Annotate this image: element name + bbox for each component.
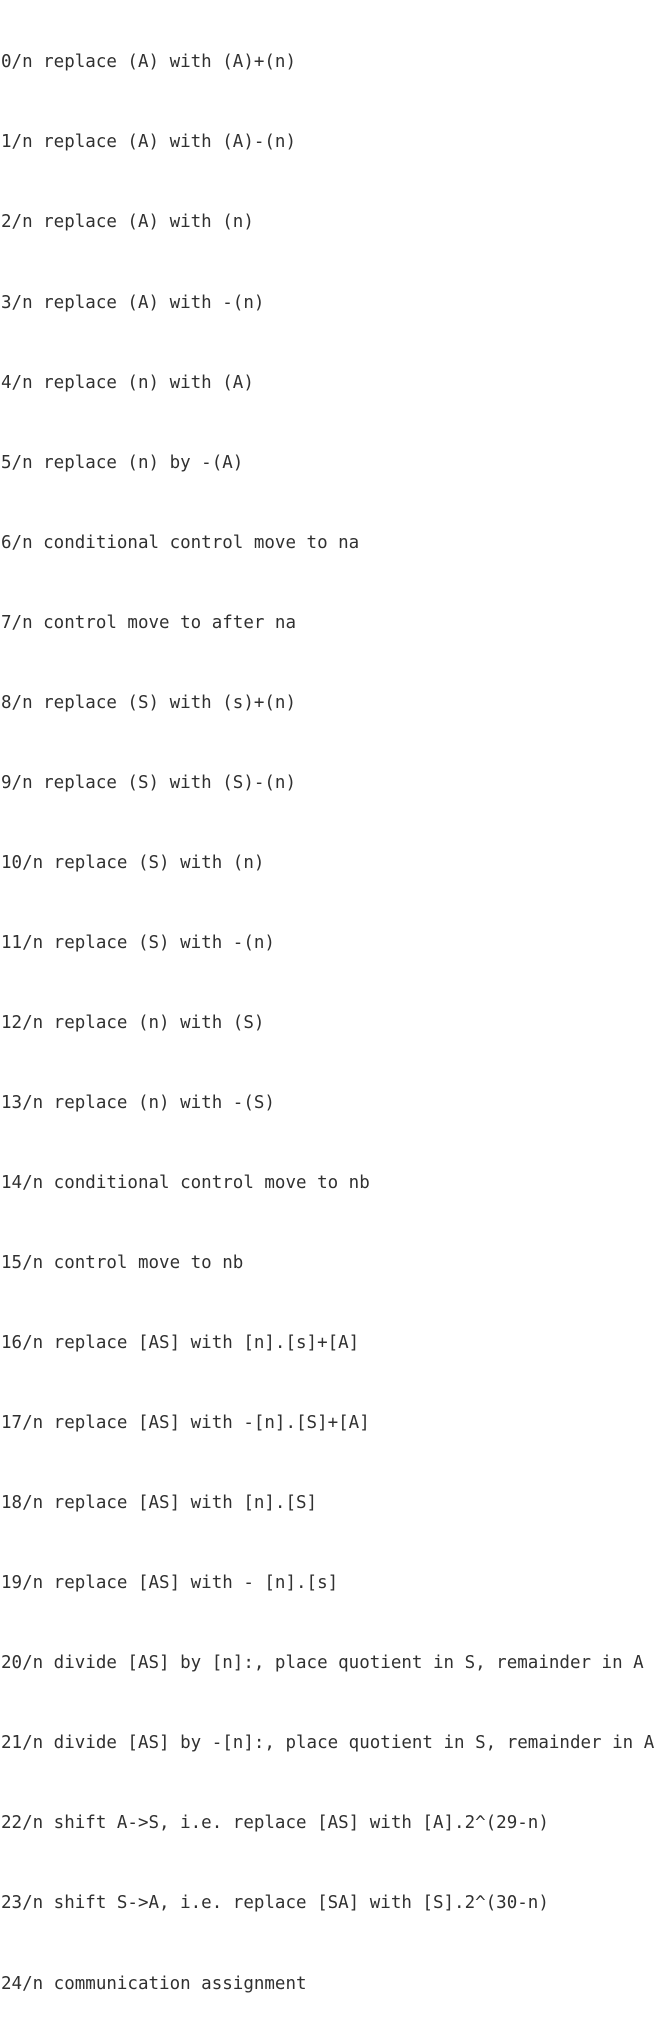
code-line: 13/n replace (n) with -(S) [1,1092,275,1113]
code-line: 16/n replace [AS] with [n].[s]+[A] [1,1333,360,1354]
code-line: 19/n replace [AS] with - [n].[s] [1,1573,339,1594]
code-line: 6/n conditional control move to na [1,532,360,553]
code-line: 7/n control move to after na [1,612,297,633]
code-line: 20/n divide [AS] by [n]:, place quotient in S, remainder in A [1,1653,644,1674]
code-line: 14/n conditional control move to nb [1,1173,370,1194]
code-line: 2/n replace (A) with (n) [1,212,254,233]
code-line: 22/n shift A->S, i.e. replace [AS] with [A].2^(29-n) [1,1813,549,1834]
code-line: 12/n replace (n) with (S) [1,1012,265,1033]
code-line: 17/n replace [AS] with -[n].[S]+[A] [1,1413,370,1434]
code-line: 0/n replace (A) with (A)+(n) [1,52,297,73]
code-line: 8/n replace (S) with (s)+(n) [1,692,297,713]
code-line: 18/n replace [AS] with [n].[S] [1,1493,318,1514]
code-line: 10/n replace (S) with (n) [1,852,265,873]
code-line: 4/n replace (n) with (A) [1,372,254,393]
code-line: 23/n shift S->A, i.e. replace [SA] with [S].2^(30-n) [1,1893,549,1914]
code-line: 3/n replace (A) with -(n) [1,292,265,313]
code-line: 15/n control move to nb [1,1253,244,1274]
code-line: 24/n communication assignment [1,1973,307,1994]
code-line: 9/n replace (S) with (S)-(n) [1,772,297,793]
code-line: 11/n replace (S) with -(n) [1,932,275,953]
code-line: 1/n replace (A) with (A)-(n) [1,132,297,153]
code-line: 21/n divide [AS] by -[n]:, place quotient in S, remainder in A [1,1733,655,1754]
code-line: 5/n replace (n) by -(A) [1,452,244,473]
